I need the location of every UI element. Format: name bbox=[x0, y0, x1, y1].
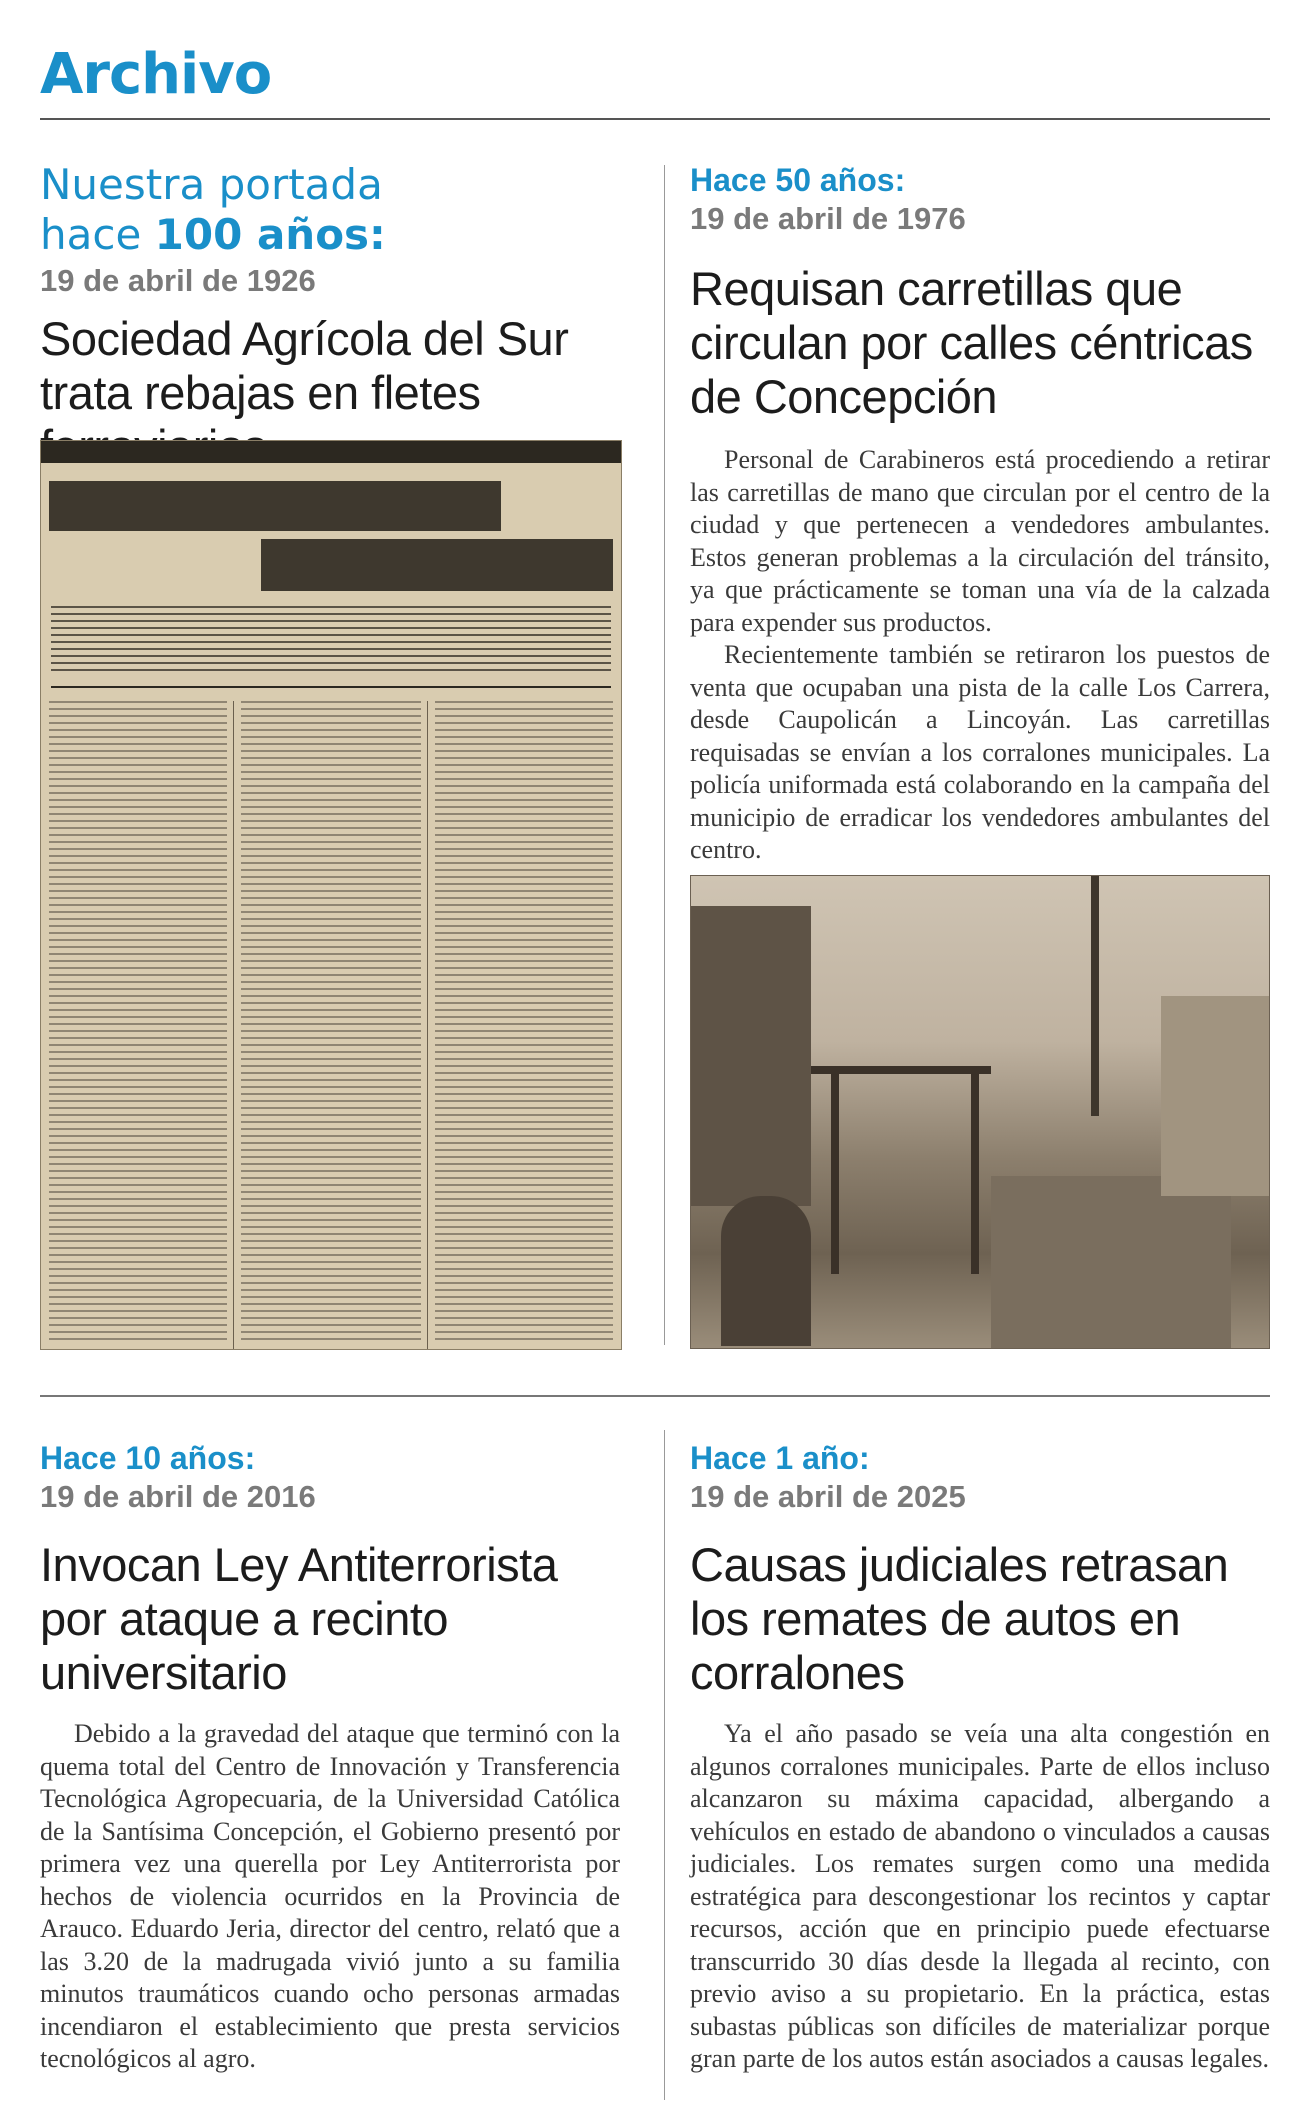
article-date: 19 de abril de 2016 bbox=[40, 1479, 316, 1514]
kicker-line-1: Nuestra portada bbox=[40, 160, 383, 209]
article-headline: Sociedad Agrícola del Sur trata rebajas en fletes bbox=[40, 312, 569, 419]
column-divider-top bbox=[664, 165, 665, 1345]
article-headline: Causas judiciales retrasan los remates de autos en corralones bbox=[690, 1538, 1229, 1699]
article-headline: Invocan Ley Antiterrorista por ataque a recinto universitario bbox=[40, 1538, 558, 1699]
article-10-years bbox=[40, 1440, 620, 2076]
newspaper-clipping-image bbox=[40, 440, 622, 1350]
article-date: 19 de abril de 2025 bbox=[690, 1479, 966, 1514]
kicker: Hace 50 años: bbox=[690, 162, 906, 198]
column-divider-bottom bbox=[664, 1430, 665, 2100]
kicker: Hace 1 año: bbox=[690, 1440, 870, 1476]
middle-divider bbox=[40, 1395, 1270, 1397]
paragraph: Ya el año pasado se veía una alta congestión en algunos corralones municipales. Parte de ellos incluso alcanzaron su máxima capacidad, albergando a vehículos en estado de abandono o vinculados a causas judiciales. Los remates surgen como una medida estratégica para descongestionar los recintos y captar recursos, acción que en principio puede efectuarse transcurrido 30 días desde la llegada al recinto, con previo aviso a su propietario. En la práctica, estas subastas públicas son difíciles de materializar porque gran parte de los autos están asociados a causas legales. bbox=[690, 1719, 1270, 2073]
article-100-years bbox=[40, 160, 635, 474]
kicker: Hace 10 años: bbox=[40, 1440, 256, 1476]
article-body bbox=[690, 1718, 1270, 2076]
paragraph: Recientemente también se retiraron los puestos de venta que ocupaban una pista de la calle Los Carrera, desde Caupolicán a Lincoyán. Las carretillas requisadas se envían a los corralones municipales. La policía uniformada está colaborando en la campaña del municipio de erradicar los vendedores ambulantes del centro. bbox=[690, 640, 1270, 864]
article-body bbox=[690, 444, 1270, 867]
article-headline: Requisan carretillas que circulan por calles céntricas de Concepción bbox=[690, 262, 1253, 423]
kicker-line-2: hace 100 años: bbox=[40, 210, 386, 259]
article-1-year bbox=[690, 1440, 1270, 2076]
article-date: 19 de abril de 1976 bbox=[690, 201, 966, 236]
article-date: 19 de abril de 1926 bbox=[40, 263, 316, 298]
article-body bbox=[40, 1718, 620, 2076]
top-divider bbox=[40, 118, 1270, 120]
paragraph: Debido a la gravedad del ataque que terminó con la quema total del Centro de Innovación y Transferencia Tecnológica Agropecuaria, de la Universidad Católica de la Santísima Concepción, el Gobierno presentó por primera vez una querella por Ley Antiterrorista por hechos de violencia ocurridos en la Provincia de Arauco. Eduardo Jeria, director del centro, relató que a las 3.20 de la madrugada vivió junto a su familia minutos traumáticos cuando ocho personas armadas incendiaron el establecimiento que presta servicios tecnológicos al agro. bbox=[40, 1719, 620, 2073]
historic-street-photo bbox=[690, 875, 1270, 1349]
section-title: Archivo bbox=[40, 42, 272, 107]
paragraph: Personal de Carabineros está procediendo a retirar las carretillas de mano que circulan por el centro de la ciudad y que pertenecen a vendedores ambulantes. Estos generan problemas a la circulación del tránsito, ya que prácticamente se toman una vía de la calzada para expender sus productos. bbox=[690, 445, 1270, 637]
article-50-years bbox=[690, 162, 1270, 867]
